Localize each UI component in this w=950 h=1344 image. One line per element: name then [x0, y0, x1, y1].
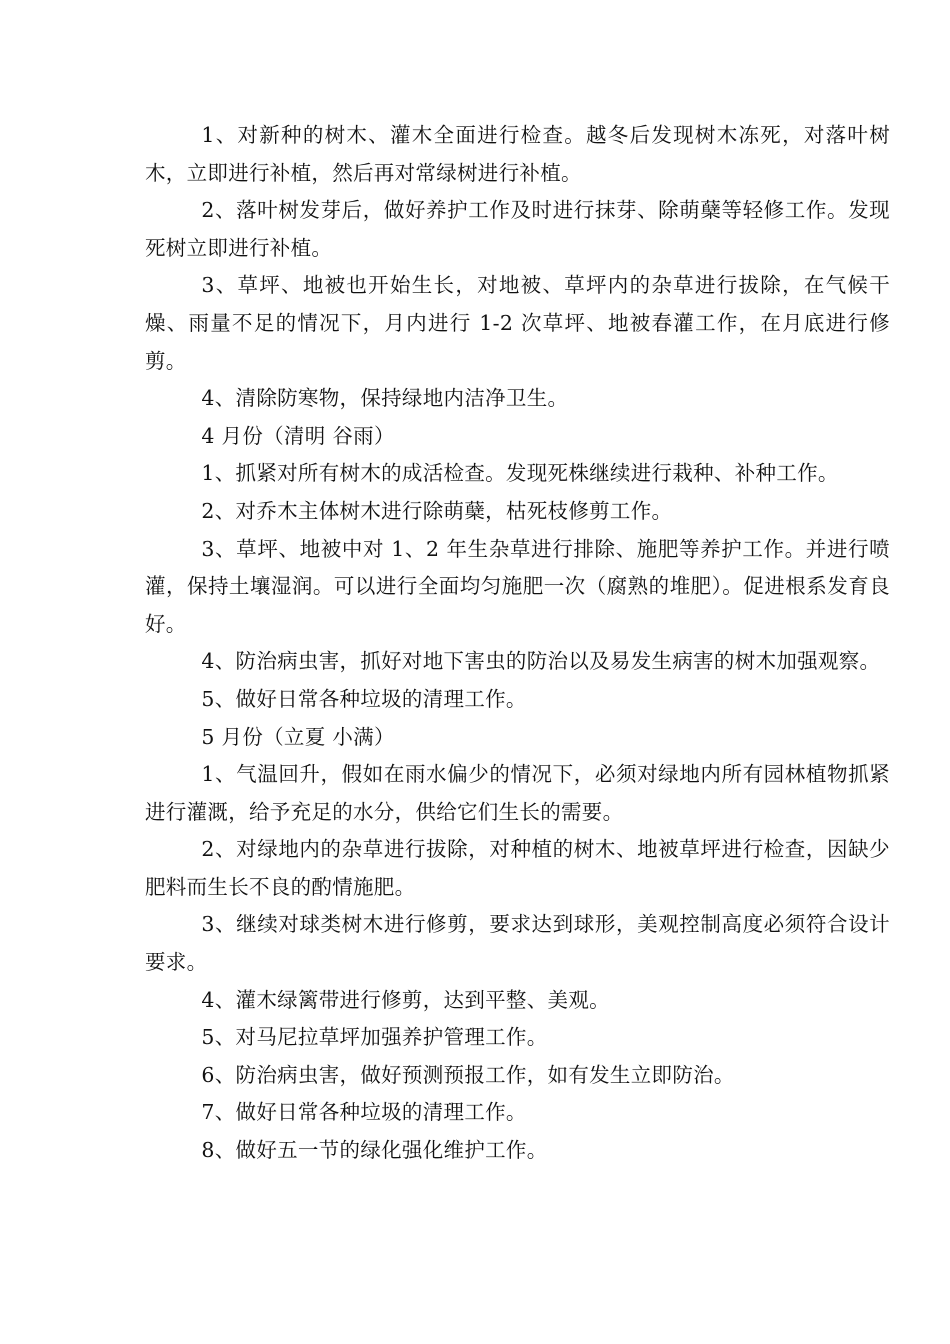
- paragraph: 5、对马尼拉草坪加强养护管理工作。: [201, 1025, 548, 1050]
- paragraph: 2、对绿地内的杂草进行拔除，对种植的树木、地被草坪进行检查，因缺少肥料而生长不良的酌情施肥。: [145, 837, 890, 899]
- document-body: [145, 117, 890, 1170]
- paragraph: 4、清除防寒物，保持绿地内洁净卫生。: [201, 386, 569, 411]
- section-heading-may: 5 月份（立夏 小满）: [201, 724, 395, 749]
- paragraph: 2、对乔木主体树木进行除萌蘖，枯死枝修剪工作。: [201, 498, 673, 523]
- paragraph: 4、灌木绿篱带进行修剪，达到平整、美观。: [201, 987, 610, 1012]
- paragraph: 1、对新种的树木、灌木全面进行检查。越冬后发现树木冻死，对落叶树木，立即进行补植，然后再对常绿树进行补植。: [145, 123, 890, 185]
- paragraph: 5、做好日常各种垃圾的清理工作。: [201, 686, 527, 711]
- paragraph: 1、抓紧对所有树木的成活检查。发现死株继续进行栽种、补种工作。: [201, 461, 839, 486]
- paragraph: 3、草坪、地被也开始生长，对地被、草坪内的杂草进行拔除，在气候干燥、雨量不足的情况下，月内进行 1-2 次草坪、地被春灌工作，在月底进行修剪。: [145, 273, 890, 373]
- paragraph: 1、气温回升，假如在雨水偏少的情况下，必须对绿地内所有园林植物抓紧进行灌溉，给予充足的水分，供给它们生长的需要。: [145, 762, 890, 824]
- section-heading-april: 4 月份（清明 谷雨）: [201, 423, 395, 448]
- paragraph: 8、做好五一节的绿化强化维护工作。: [201, 1138, 548, 1163]
- paragraph: 3、继续对球类树木进行修剪，要求达到球形，美观控制高度必须符合设计要求。: [145, 912, 890, 975]
- paragraph: 7、做好日常各种垃圾的清理工作。: [201, 1100, 527, 1125]
- paragraph: 3、草坪、地被中对 1、2 年生杂草进行排除、施肥等养护工作。并进行喷灌，保持土壤湿润。可以进行全面均匀施肥一次（腐熟的堆肥）。促进根系发育良好。: [145, 536, 890, 636]
- paragraph: 6、防治病虫害，做好预测预报工作，如有发生立即防治。: [201, 1062, 735, 1087]
- paragraph: 4、防治病虫害，抓好对地下害虫的防治以及易发生病害的树木加强观察。: [201, 649, 881, 674]
- paragraph: 2、落叶树发芽后，做好养护工作及时进行抹芽、除萌蘖等轻修工作。发现死树立即进行补植。: [145, 198, 890, 260]
